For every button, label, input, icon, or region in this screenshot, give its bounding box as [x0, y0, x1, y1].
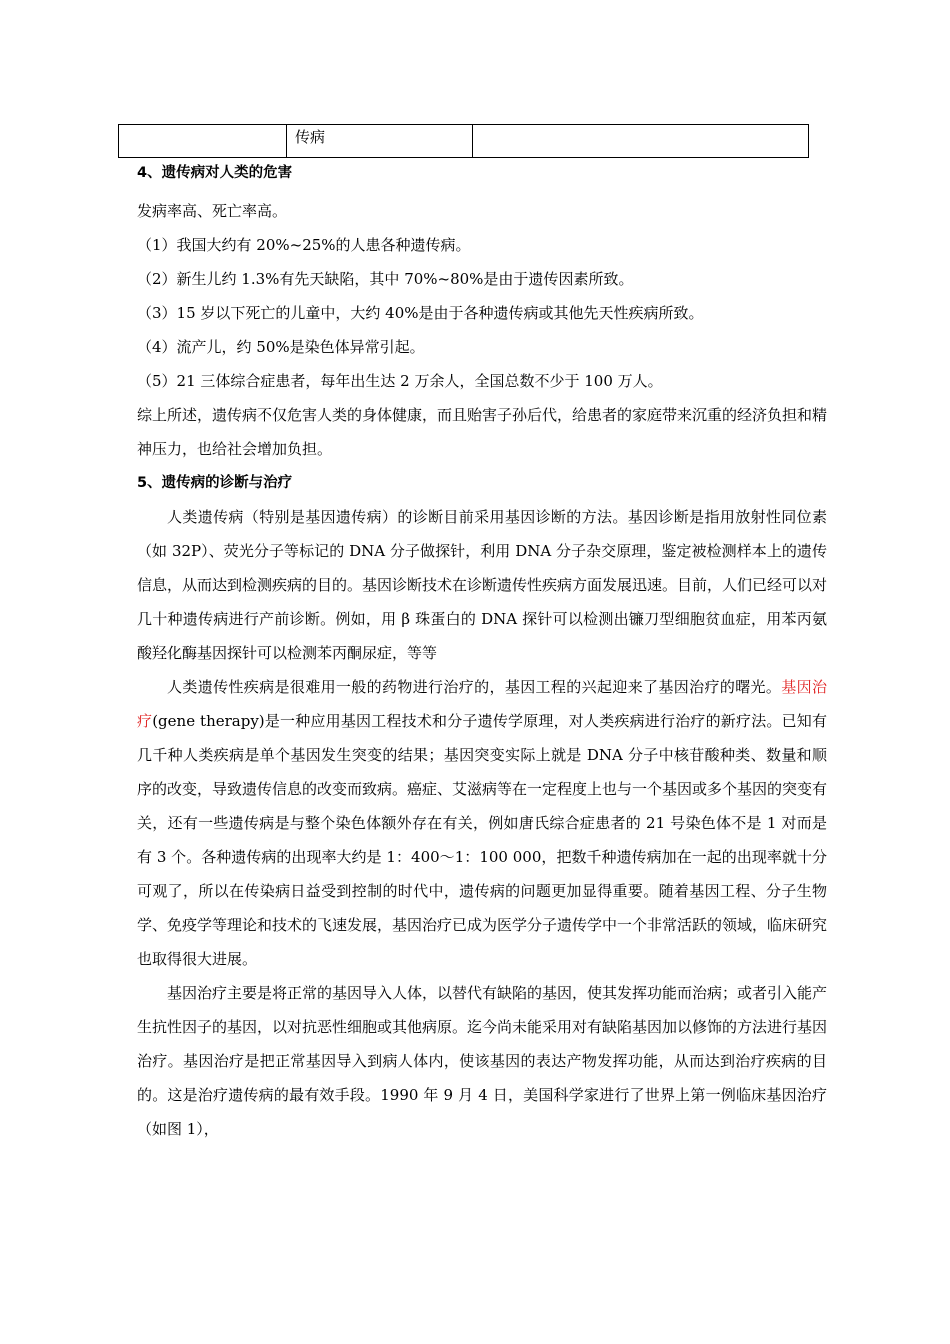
document-body	[137, 160, 827, 1146]
list-item: （1）我国大约有 20%~25%的人患各种遗传病。	[137, 236, 471, 254]
list-item: （2）新生儿约 1.3%有先天缺陷，其中 70%~80%是由于遗传因素所致。	[137, 270, 634, 288]
list-item: （5）21 三体综合症患者，每年出生达 2 万余人，全国总数不少于 100 万人。	[137, 372, 663, 390]
summary-paragraph: 综上所述，遗传病不仅危害人类的身体健康，而且贻害子孙后代，给患者的家庭带来沉重的经济负担和精神压力，也给社会增加负担。	[137, 406, 828, 458]
paragraph-gene-therapy-method: 基因治疗主要是将正常的基因导入人体，以替代有缺陷的基因，使其发挥功能而治病；或者引入能产生抗性因子的基因，以对抗恶性细胞或其他病原。迄今尚未能采用对有缺陷基因加以修饰的方法进行基因治疗。基因治疗是把正常基因导入到病人体内，使该基因的表达产物发挥功能，从而达到治疗疾病的目的。这是治疗遗传病的最有效手段。1990 年 9 月 4 日，美国科学家进行了世界上第一例临床基因治疗（如图 1），	[137, 984, 828, 1138]
list-item: （3）15 岁以下死亡的儿童中，大约 40%是由于各种遗传病或其他先天性疾病所致。	[137, 304, 704, 322]
paragraph-gene-therapy	[137, 670, 827, 976]
table-cell	[119, 125, 287, 158]
section-heading-4: 4、遗传病对人类的危害	[137, 165, 293, 181]
highlighted-term: 基因治疗	[137, 678, 827, 730]
table-cell	[473, 125, 809, 158]
text-span: 人类遗传性疾病是很难用一般的药物进行治疗的，基因工程的兴起迎来了基因治疗的曙光。	[167, 678, 782, 696]
paragraph: 发病率高、死亡率高。	[137, 202, 288, 220]
text-span: (gene therapy)是一种应用基因工程技术和分子遗传学原理，对人类疾病进行治疗的新疗法。已知有几千种人类疾病是单个基因发生突变的结果；基因突变实际上就是 DNA 分子中核苷酸种类、数量和顺序的改变，导致遗传信息的改变而致病。癌症、艾滋病等在一定程度上也与一个基因或多个基因的突变有关，还有一些遗传病是与整个染色体额外存在有关，例如唐氏综合症患者的 21 号染色体不是 1 对而是有 3 个。各种遗传病的出现率大约是 1：400～1：100 000，把数千种遗传病加在一起的出现率就十分可观了，所以在传染病日益受到控制的时代中，遗传病的问题更加显得重要。随着基因工程、分子生物学、免疫学等理论和技术的飞速发展，基因治疗已成为医学分子遗传学中一个非常活跃的领域，临床研究也取得很大进展。	[137, 712, 828, 968]
continuation-table	[118, 124, 809, 158]
table-cell: 传病	[287, 125, 473, 158]
list-item: （4）流产儿，约 50%是染色体异常引起。	[137, 338, 425, 356]
paragraph-diagnosis: 人类遗传病（特别是基因遗传病）的诊断目前采用基因诊断的方法。基因诊断是指用放射性同位素（如 32P）、荧光分子等标记的 DNA 分子做探针，利用 DNA 分子杂交原理，鉴定被检测样本上的遗传信息，从而达到检测疾病的目的。基因诊断技术在诊断遗传性疾病方面发展迅速。目前，人们已经可以对几十种遗传病进行产前诊断。例如，用 β 珠蛋白的 DNA 探针可以检测出镰刀型细胞贫血症，用苯丙氨酸羟化酶基因探针可以检测苯丙酮尿症，等等	[137, 508, 828, 662]
table-row	[119, 125, 809, 158]
section-heading-5: 5、遗传病的诊断与治疗	[137, 475, 293, 491]
